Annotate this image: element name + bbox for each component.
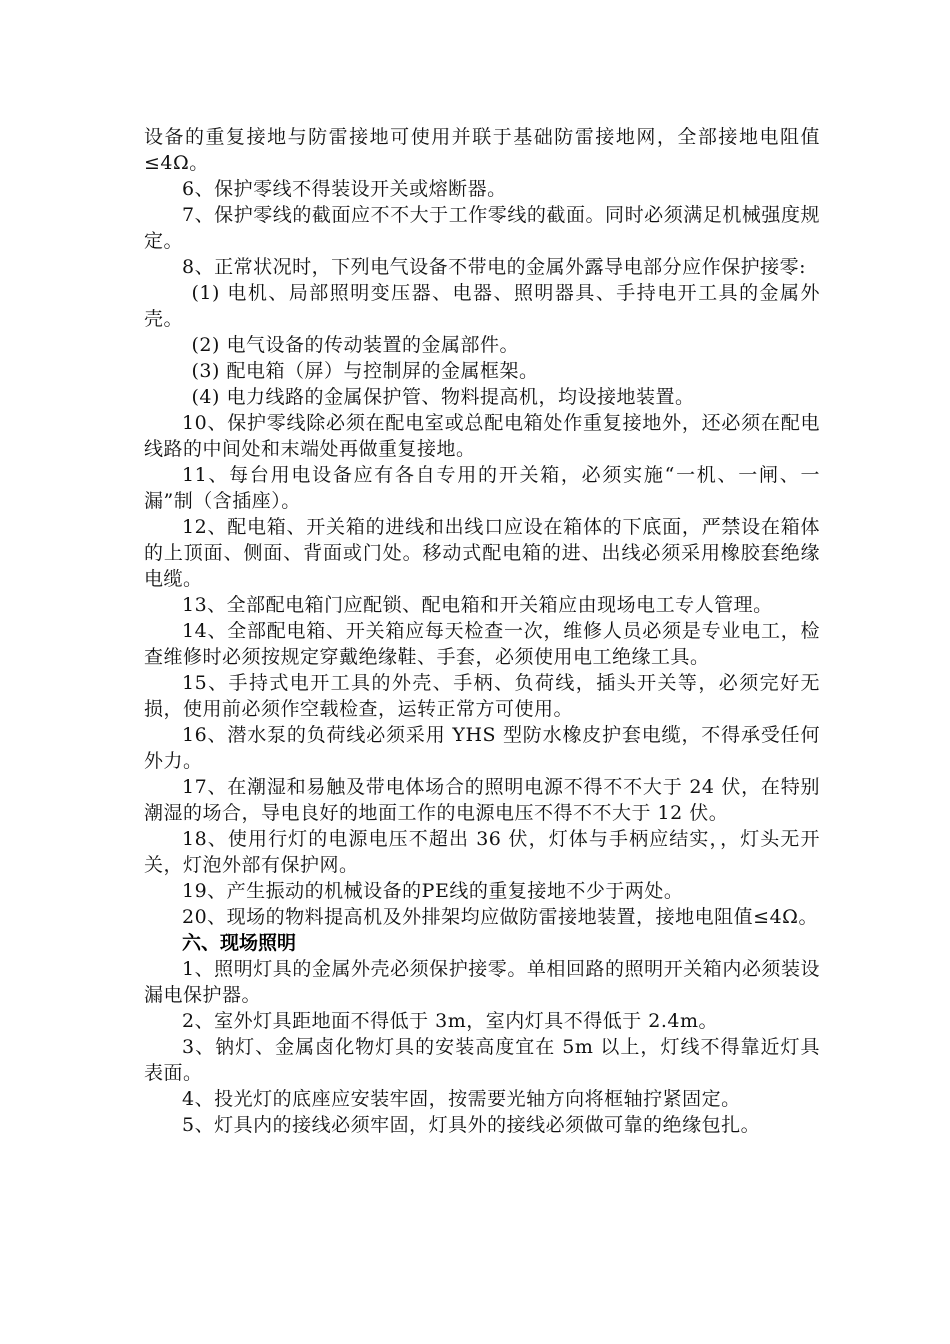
document-page bbox=[144, 124, 820, 1138]
paragraph-item-18: 18、使用行灯的电源电压不超出 36 伏，灯体与手柄应结实，，灯头无开关，灯泡外部有保护网。 bbox=[144, 828, 820, 876]
paragraph-item-12: 12、配电箱、开关箱的进线和出线口应设在箱体的下底面，严禁设在箱体的上顶面、侧面、背面或门处。移动式配电箱的进、出线必须采用橡胶套绝缘电缆。 bbox=[144, 516, 820, 590]
paragraph-item-7: 7、保护零线的截面应不不大于工作零线的截面。同时必须满足机械强度规定。 bbox=[144, 204, 820, 252]
section-heading: 六、现场照明 bbox=[182, 932, 297, 954]
paragraph-lighting-2: 2、室外灯具距地面不得低于 3m，室内灯具不得低于 2.4m。 bbox=[182, 1010, 719, 1032]
paragraph-item-16: 16、潜水泵的负荷线必须采用 YHS 型防水橡皮护套电缆，不得承受任何外力。 bbox=[144, 724, 820, 772]
paragraph-lighting-5: 5、灯具内的接线必须牢固，灯具外的接线必须做可靠的绝缘包扎。 bbox=[182, 1114, 761, 1136]
paragraph-lighting-4: 4、投光灯的底座应安装牢固，按需要光轴方向将框轴拧紧固定。 bbox=[182, 1088, 741, 1110]
paragraph-grounding-continued: 设备的重复接地与防雷接地可使用并联于基础防雷接地网，全部接地电阻值≤4Ω。 bbox=[144, 126, 820, 174]
paragraph-item-13: 13、全部配电箱门应配锁、配电箱和开关箱应由现场电工专人管理。 bbox=[182, 594, 773, 616]
paragraph-subitem-2: (2) 电气设备的传动装置的金属部件。 bbox=[191, 334, 519, 356]
paragraph-item-17: 17、在潮湿和易触及带电体场合的照明电源不得不不大于 24 伏，在特别潮湿的场合，导电良好的地面工作的电源电压不得不不大于 12 伏。 bbox=[144, 776, 820, 824]
paragraph-subitem-3: (3) 配电箱（屏）与控制屏的金属框架。 bbox=[191, 360, 539, 382]
paragraph-item-6: 6、保护零线不得装设开关或熔断器。 bbox=[182, 178, 507, 200]
paragraph-subitem-1: (1) 电机、局部照明变压器、电器、照明器具、手持电开工具的金属外壳。 bbox=[144, 282, 820, 330]
paragraph-item-14: 14、全部配电箱、开关箱应每天检查一次，维修人员必须是专业电工，检查维修时必须按规定穿戴绝缘鞋、手套，必须使用电工绝缘工具。 bbox=[144, 620, 820, 668]
paragraph-item-11: 11、每台用电设备应有各自专用的开关箱，必须实施“一机、一闸、一漏”制（含插座）。 bbox=[144, 464, 820, 512]
paragraph-item-15: 15、手持式电开工具的外壳、手柄、负荷线，插头开关等，必须完好无损，使用前必须作空载检查，运转正常方可使用。 bbox=[144, 672, 820, 720]
paragraph-item-20: 20、现场的物料提高机及外排架均应做防雷接地装置，接地电阻值≤4Ω。 bbox=[182, 906, 818, 928]
paragraph-lighting-3: 3、钠灯、金属卤化物灯具的安装高度宜在 5m 以上，灯线不得靠近灯具表面。 bbox=[144, 1036, 820, 1084]
paragraph-lighting-1: 1、照明灯具的金属外壳必须保护接零。单相回路的照明开关箱内必须装设漏电保护器。 bbox=[144, 958, 820, 1006]
paragraph-item-19: 19、产生振动的机械设备的PE线的重复接地不少于两处。 bbox=[182, 880, 684, 902]
paragraph-item-10: 10、保护零线除必须在配电室或总配电箱处作重复接地外，还必须在配电线路的中间处和末端处再做重复接地。 bbox=[144, 412, 820, 460]
paragraph-item-8: 8、正常状况时，下列电气设备不带电的金属外露导电部分应作保护接零: bbox=[182, 256, 806, 278]
paragraph-subitem-4: (4) 电力线路的金属保护管、物料提高机，均设接地装置。 bbox=[191, 386, 695, 408]
